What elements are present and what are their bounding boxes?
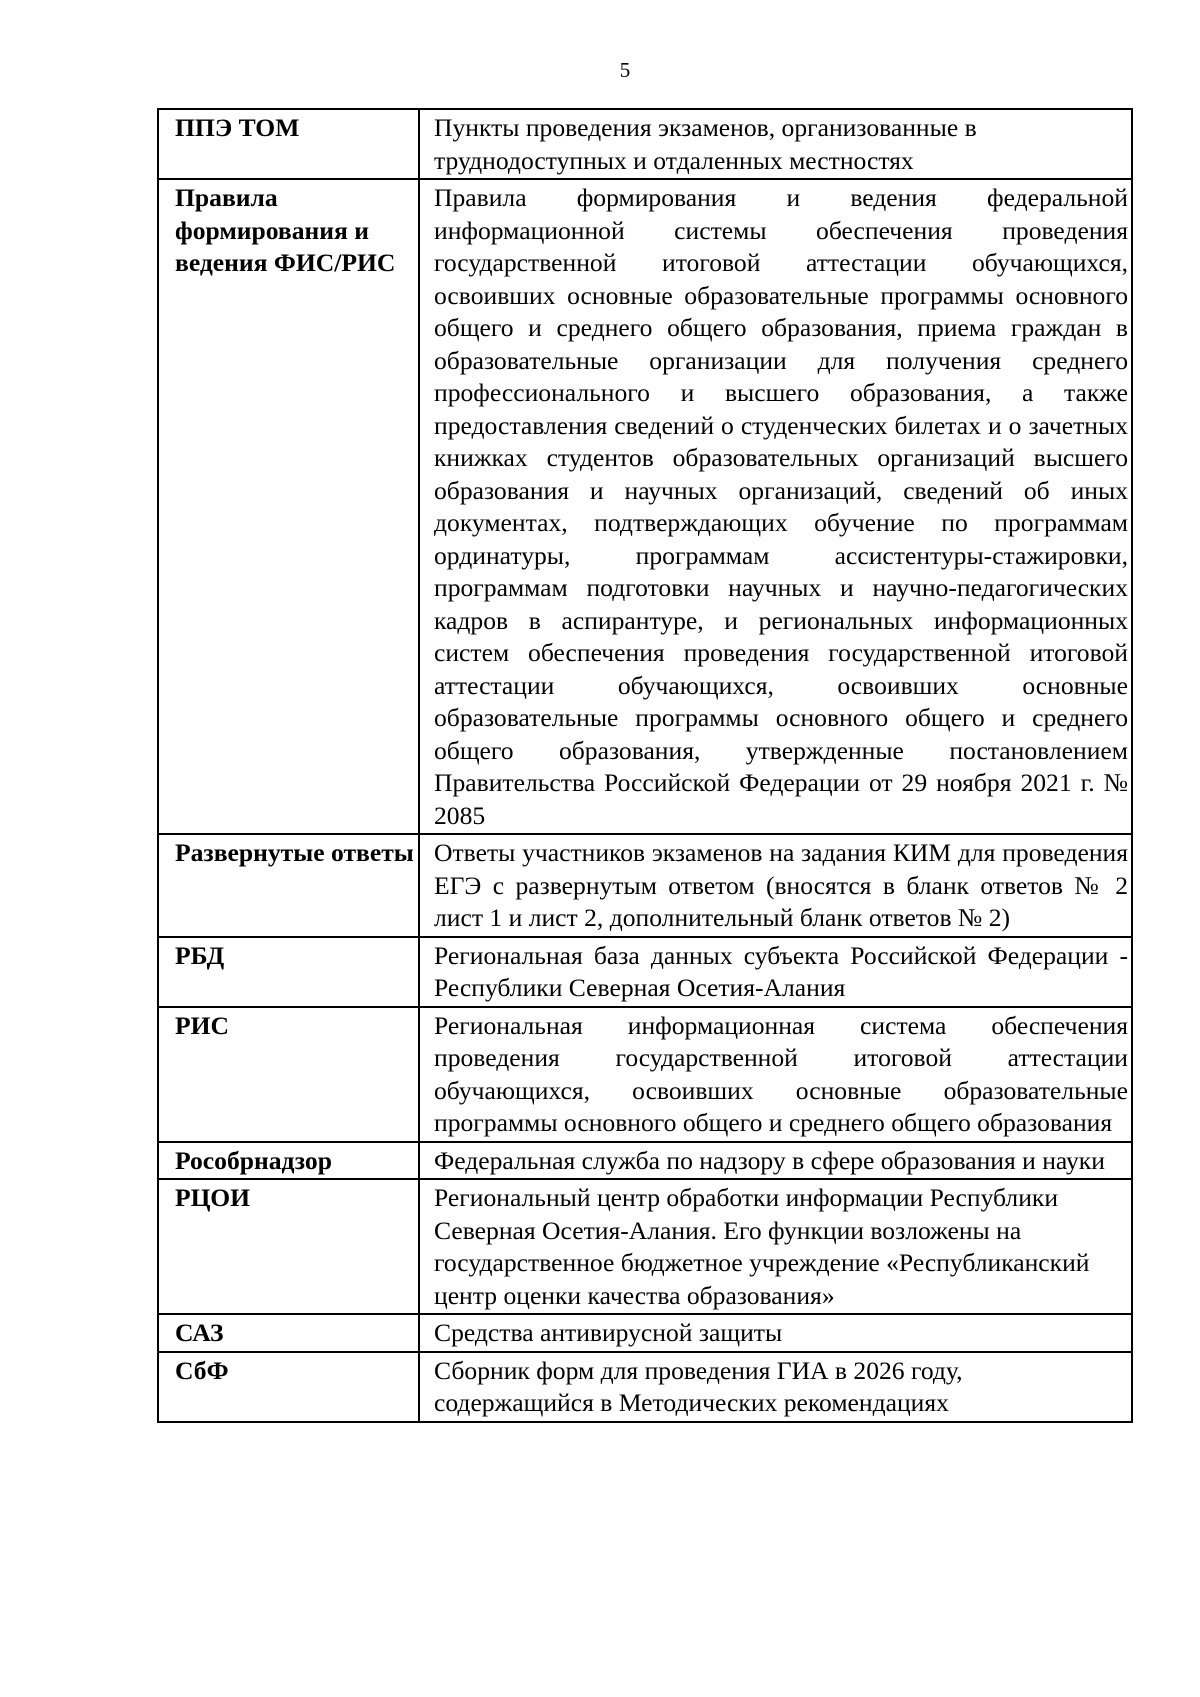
definition-cell: Правила формирования и ведения федеральной информационной системы обеспечения проведения государственной итоговой аттестации обучающихся, освоивших основные образовательные программы основного общего и среднего общего образования, приема граждан в образовательные организации для получения среднего профессионального и высшего образования, а также предоставления сведений о студенческих билетах и о зачетных книжках студентов образовательных организаций высшего образования и научных организаций, сведений об иных документах, подтверждающих обучение по программам ординатуры, программам ассистентуры-стажировки, программам подготовки научных и научно-педагогических кадров в аспирантуре, и региональных информационных систем обеспечения проведения государственной итоговой аттестации обучающихся, освоивших основные образовательные программы основного общего и среднего общего образования, утвержденные постановлением Правительства Российской Федерации от 29 ноября 2021 г. № 2085	[419, 179, 1132, 834]
table-row	[158, 937, 1132, 1007]
table-row	[158, 834, 1132, 937]
table-row	[158, 1352, 1132, 1422]
term-cell: САЗ	[158, 1314, 419, 1352]
term-cell: РИС	[158, 1007, 419, 1142]
term-cell: Правила формирования и ведения ФИС/РИС	[158, 179, 419, 834]
term-cell: РЦОИ	[158, 1179, 419, 1314]
definition-cell: Средства антивирусной защиты	[419, 1314, 1132, 1352]
table-row	[158, 1007, 1132, 1142]
term-cell: РБД	[158, 937, 419, 1007]
definition-cell: Пункты проведения экзаменов, организованные в труднодоступных и отдаленных местностях	[419, 109, 1132, 179]
table-row	[158, 109, 1132, 179]
definition-cell: Ответы участников экзаменов на задания КИМ для проведения ЕГЭ с развернутым ответом (вносятся в бланк ответов № 2 лист 1 и лист 2, дополнительный бланк ответов № 2)	[419, 834, 1132, 937]
term-cell: СбФ	[158, 1352, 419, 1422]
table-row	[158, 1314, 1132, 1352]
page-number: 5	[619, 58, 631, 82]
table-row	[158, 1142, 1132, 1180]
abbreviations-table	[157, 108, 1133, 1423]
definition-cell: Сборник форм для проведения ГИА в 2026 году, содержащийся в Методических рекомендациях	[419, 1352, 1132, 1422]
definition-cell: Региональная информационная система обеспечения проведения государственной итоговой аттестации обучающихся, освоивших основные образовательные программы основного общего и среднего общего образования	[419, 1007, 1132, 1142]
table-row	[158, 179, 1132, 834]
term-cell: ППЭ ТОМ	[158, 109, 419, 179]
definition-cell: Федеральная служба по надзору в сфере образования и науки	[419, 1142, 1132, 1180]
definition-cell: Региональная база данных субъекта Российской Федерации - Республики Северная Осетия-Алания	[419, 937, 1132, 1007]
table-row	[158, 1179, 1132, 1314]
definition-cell: Региональный центр обработки информации Республики Северная Осетия-Алания. Его функции возложены на государственное бюджетное учреждение «Республиканский центр оценки качества образования»	[419, 1179, 1132, 1314]
term-cell: Развернутые ответы	[158, 834, 419, 937]
term-cell: Рособрнадзор	[158, 1142, 419, 1180]
